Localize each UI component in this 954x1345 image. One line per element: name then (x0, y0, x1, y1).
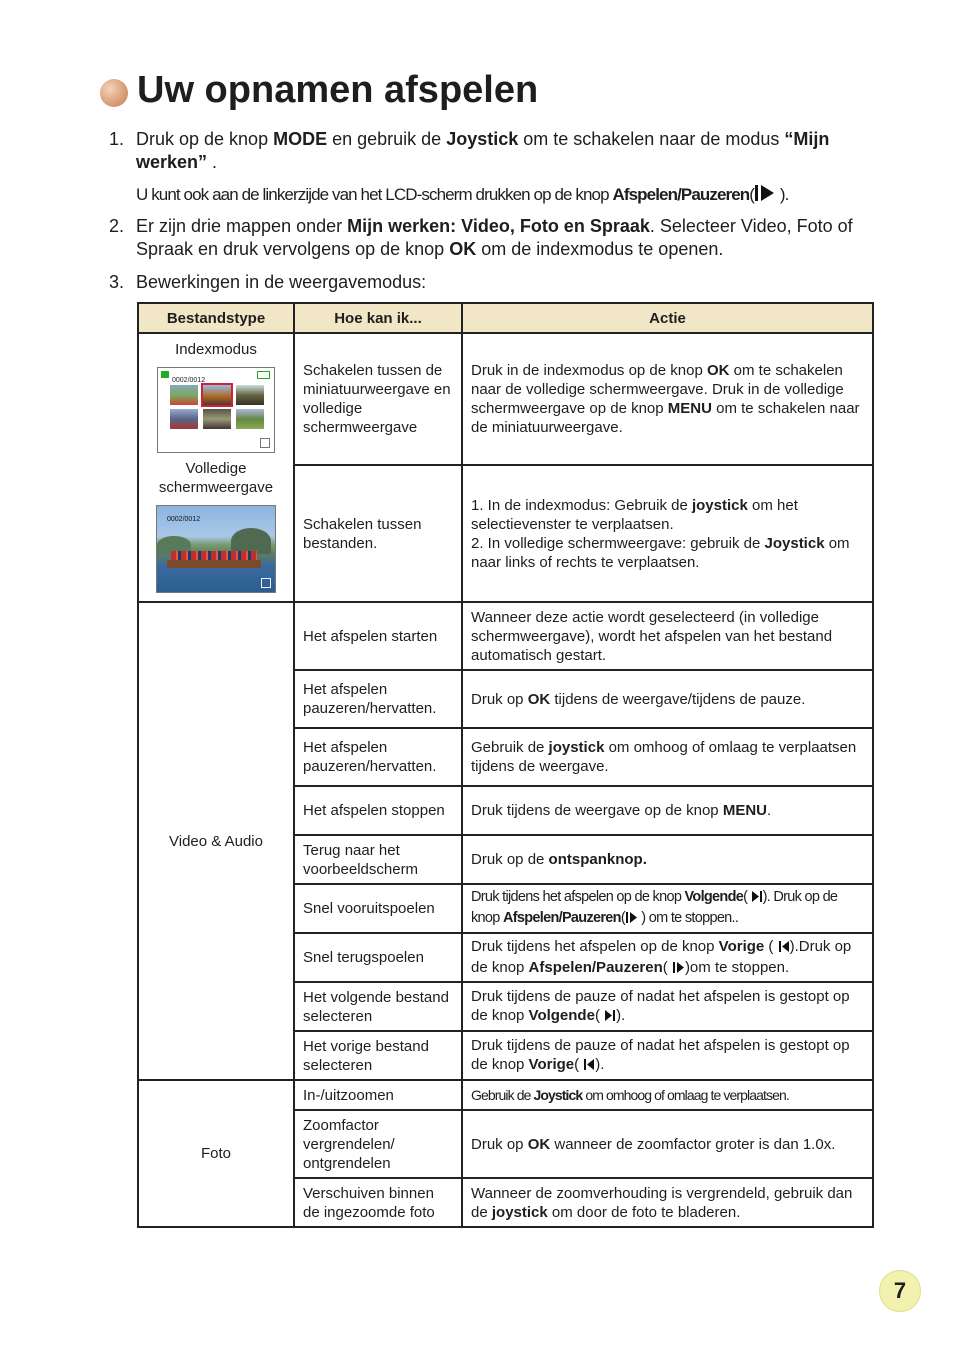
corner-icon (260, 438, 270, 448)
action-cell: Druk tijdens de pauze of nadat het afspelen is gestopt op de knop Vorige( ). (462, 1031, 873, 1080)
step-number: 1. (109, 129, 125, 149)
action-cell: Wanneer deze actie wordt geselecteerd (in volledige schermweergave), wordt het afspelen van het bestand automatisch gestart. (462, 602, 873, 670)
play-pause-icon (754, 183, 776, 208)
thumbnail-image (236, 385, 264, 405)
header-file-type: Bestandstype (138, 303, 294, 333)
how-cell: Het afspelen pauzeren/hervatten. (294, 670, 462, 728)
action-cell: Druk in de indexmodus op de knop OK om te schakelen naar de volledige schermweergave. Druk in de volledige schermweergave op de knop MENU om te schakelen naar de miniatuurweergave. (462, 333, 873, 465)
thumbnail-image (170, 385, 198, 405)
table-row (138, 333, 873, 465)
action-cell: Druk tijdens het afspelen op de knop Volgende( ). Druk op de knop Afspelen/Pauzeren( ) om te stoppen.. (462, 884, 873, 933)
step-number: 3. (109, 272, 125, 292)
action-cell: Wanneer de zoomverhouding is vergrendeld, gebruik dan de joystick om door de foto te bladeren. (462, 1178, 873, 1227)
how-cell: Terug naar het voorbeeldscherm (294, 835, 462, 884)
step-text: Er zijn drie mappen onder Mijn werken: Video, Foto en Spraak. Selecteer Video, Foto of Spraak en druk vervolgens op de knop OK om de indexmodus te openen. (136, 216, 853, 259)
how-cell: Het afspelen starten (294, 602, 462, 670)
index-thumbnail-screen (157, 367, 275, 453)
action-cell: Gebruik de Joystick om omhoog of omlaag te verplaatsen. (462, 1080, 873, 1110)
file-counter: 0002/0012 (172, 377, 206, 384)
step-1-note: U kunt ook aan de linkerzijde van het LCD-scherm drukken op de knop Afspelen/Pauzeren( ). (136, 183, 788, 208)
page-number-badge: 7 (879, 1270, 921, 1312)
video-audio-type-cell: Video & Audio (138, 602, 294, 1080)
thumbnail-image (236, 409, 264, 429)
file-counter: 0002/0012 (167, 516, 201, 523)
full-screen-thumbnail (156, 505, 276, 593)
index-mode-label: Indexmodus (175, 341, 257, 358)
step-number: 2. (109, 216, 125, 236)
how-cell: Schakelen tussen de miniatuurweergave en volledige schermweergave (294, 333, 462, 465)
title-bullet (100, 79, 128, 107)
action-cell: Druk op OK tijdens de weergave/tijdens de pauze. (462, 670, 873, 728)
play-pause-icon (672, 960, 685, 979)
how-cell: Zoomfactor vergrendelen/ ontgrendelen (294, 1110, 462, 1178)
header-action: Actie (462, 303, 873, 333)
page-title: Uw opnamen afspelen (137, 69, 539, 111)
step-text: Druk op de knop MODE en gebruik de Joystick om te schakelen naar de modus “Mijn werken” . (136, 129, 830, 172)
how-cell: In-/uitzoomen (294, 1080, 462, 1110)
table-row (138, 602, 873, 670)
action-cell: Druk tijdens de pauze of nadat het afspelen is gestopt op de knop Volgende( ). (462, 982, 873, 1031)
corner-icon (261, 578, 271, 588)
index-type-cell (138, 333, 294, 602)
how-cell: Het afspelen pauzeren/hervatten. (294, 728, 462, 786)
how-cell: Verschuiven binnen de ingezoomde foto (294, 1178, 462, 1227)
action-cell: Druk op OK wanneer de zoomfactor groter is dan 1.0x. (462, 1110, 873, 1178)
next-track-icon (604, 1008, 616, 1027)
full-screen-label: Volledige schermweergave (158, 460, 274, 496)
operations-table (137, 302, 874, 1228)
how-cell: Snel vooruitspoelen (294, 884, 462, 933)
previous-track-icon (778, 939, 790, 958)
table-header-row (138, 303, 873, 333)
battery-icon (257, 371, 270, 379)
action-cell: Druk op de ontspanknop. (462, 835, 873, 884)
action-cell: Druk tijdens de weergave op de knop MENU. (462, 786, 873, 835)
previous-track-icon (583, 1057, 595, 1076)
how-cell: Het afspelen stoppen (294, 786, 462, 835)
table-row (138, 1080, 873, 1110)
thumbnail-image (203, 409, 231, 429)
thumbnail-image (170, 409, 198, 429)
how-cell: Het volgende bestand selecteren (294, 982, 462, 1031)
action-cell: Gebruik de joystick om omhoog of omlaag te verplaatsen tijdens de weergave. (462, 728, 873, 786)
header-how: Hoe kan ik... (294, 303, 462, 333)
mode-icon (161, 371, 169, 378)
foto-type-cell: Foto (138, 1080, 294, 1227)
action-cell: 1. In de indexmodus: Gebruik de joystick om het selectievenster te verplaatsen. 2. In volledige schermweergave: gebruik de Joystick om naar links of rechts te verplaatsen. (462, 465, 873, 602)
next-track-icon (751, 890, 763, 909)
how-cell: Het vorige bestand selecteren (294, 1031, 462, 1080)
how-cell: Snel terugspoelen (294, 933, 462, 982)
action-cell: Druk tijdens het afspelen op de knop Vorige ( ).Druk op de knop Afspelen/Pauzeren( )om te stoppen. (462, 933, 873, 982)
play-pause-icon (625, 911, 638, 930)
thumbnail-image (203, 385, 231, 405)
how-cell: Schakelen tussen bestanden. (294, 465, 462, 602)
step-text: Bewerkingen in de weergavemodus: (136, 272, 427, 292)
